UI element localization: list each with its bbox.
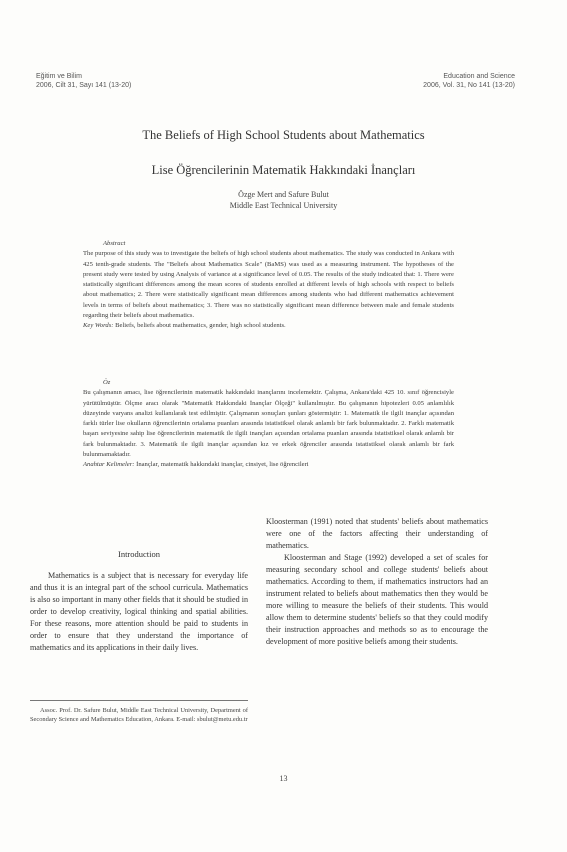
left-column — [30, 548, 248, 654]
right-column — [266, 516, 488, 648]
journal-issue-en: 2006, Vol. 31, No 141 (13-20) — [423, 82, 515, 89]
author-names: Özge Mert and Safure Bulut — [238, 190, 329, 199]
oz-section — [83, 378, 454, 471]
oz-text: Bu çalışmanın amacı, lise öğrencilerinin matematik hakkındaki inançlarını incelemektir. Çalışma, Ankara'daki 425 10. sınıf öğrencisiyle yürütülmüştür. Ölçme aracı olarak "Matematik Hakkındaki İnançlar Ölçeği" kullanılmıştır. Bu çalışmanın hipotezleri 0.05 anlamlılık düzeyinde varyans analizi kullanılarak test edilmiştir. Çalışmanın sonuçları şunları göstermiştir: 1. Matematik ile ilgili inançlar açısından farklı türler lise okulların öğrencilerinin ortalama puanları arasında istatistiksel olarak anlamlı bir fark bulunmaktadır. 2. Farklı matematik başarı seviyesine sahip lise öğrencilerinin matematik ile ilgili inançları açısından ortalama puanları arasında istatistiksel olarak anlamlı bir fark bulunmaktadır. 3. Matematik ile ilgili inançlar açısından kız ve erkek öğrenciler arasında istatistiksel olarak anlamlı bir fark bulunmamaktadır. — [83, 389, 454, 459]
oz-label: Öz — [103, 379, 111, 386]
author-footnote: Assoc. Prof. Dr. Safure Bulut, Middle East Technical University, Department of Secondary Science and Mathematics Education, Ankara. E-mail: sbulut@metu.edu.tr — [30, 707, 248, 723]
body-paragraph-2: Kloosterman and Stage (1992) developed a set of scales for measuring secondary school and college students' beliefs about mathematics. According to them, if mathematics instructors had an instrument related to beliefs about mathematics then they would be more willing to measure the beliefs of their students. This would allow them to determine students' beliefs so that they could modify their instruction approaches and methods so as to encourage the development of more positive beliefs among their students. — [266, 553, 488, 646]
keywords-text: Beliefs, beliefs about mathematics, gender, high school students. — [115, 322, 286, 330]
introduction-paragraph: Mathematics is a subject that is necessary for everyday life and thus it is an integral part of the school curricula. Mathematics is also so important in many other fields that it should be studied in order to develop creativity, logical thinking and spatial abilities. For these reasons, more attention should be paid to students in order to ensure that they understand the importance of mathematics and its applications in their daily lives. — [30, 571, 248, 652]
journal-name-en: Education and Science — [443, 73, 515, 80]
paper-title-english: The Beliefs of High School Students about Mathematics — [142, 128, 425, 142]
journal-name-tr: Eğitim ve Bilim — [36, 73, 82, 80]
body-paragraph-1: Kloosterman (1991) noted that students' beliefs about mathematics were one of the factors affecting their understanding of mathematics. — [266, 517, 488, 550]
footnote-divider — [30, 700, 248, 701]
paper-title-turkish: Lise Öğrencilerinin Matematik Hakkındaki İnançları — [151, 163, 416, 177]
author-block — [0, 190, 567, 211]
running-header-right — [423, 72, 515, 90]
abstract-text: The purpose of this study was to investigate the beliefs of high school students about mathematics. The study was conducted in Ankara with 425 tenth-grade students. The "Beliefs about Mathematics Scale" (BaMS) was used as a measuring instrument. The hypotheses of the present study were tested by using Analysis of variance at a significance level of 0.05. The results of the study indicated that: 1. There were statistically significant differences among the mean scores of students enrolled at different levels of high schools with respect to beliefs about mathematics; 2. There were statistically significant mean differences among students who had different mathematics achievement levels in terms of beliefs about mathematics; 3. There was no statistically significant mean difference between male and female students regarding their beliefs about mathematics. — [83, 250, 454, 320]
anahtar-kelimeler-text: İnançlar, matematik hakkındaki inançlar, cinsiyet, lise öğrencileri — [136, 461, 309, 469]
introduction-heading: Introduction — [117, 549, 161, 559]
page-number: 13 — [279, 774, 288, 783]
author-affiliation: Middle East Technical University — [229, 200, 338, 210]
journal-issue-tr: 2006, Cilt 31, Sayı 141 (13-20) — [36, 82, 132, 89]
keywords-label: Key Words: — [83, 322, 114, 330]
running-header-left — [36, 72, 131, 90]
abstract-section — [83, 239, 454, 332]
abstract-label: Abstract — [103, 240, 126, 247]
anahtar-kelimeler-label: Anahtar Kelimeler: — [83, 461, 135, 469]
